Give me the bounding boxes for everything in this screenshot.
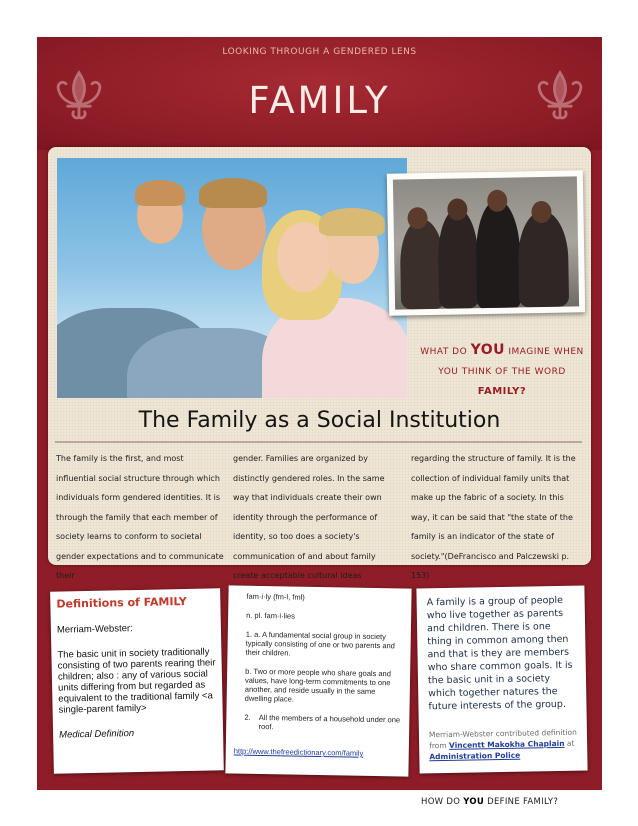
- contributed-definition-card: [416, 586, 587, 774]
- question-you: YOU: [470, 342, 505, 358]
- question-line-3: FAMILY?: [477, 386, 527, 397]
- question-pre: WHAT DO: [420, 347, 468, 357]
- footer-post: DEFINE FAMILY?: [487, 797, 559, 807]
- footer-question: [421, 797, 558, 807]
- organization-link[interactable]: Administration Police: [429, 750, 521, 762]
- footer-pre: HOW DO: [421, 797, 461, 807]
- dictionary-def-1a: 1. a. A fundamental social group in society typically consisting of one or two parents and their children.: [245, 629, 395, 658]
- polaroid-photo: [387, 170, 585, 315]
- article-column-2: gender. Families are organized by distinctly gendered roles. In the same way that individuals create their own identity through the performance of identity, so too does a society's communication of and about family create acceptable cultural ideas: [233, 454, 385, 580]
- reader-question: [412, 340, 592, 402]
- dictionary-headword: fam·i·ly (fm-l, fml): [246, 591, 305, 602]
- newsletter-title: FAMILY: [248, 79, 391, 122]
- question-post: IMAGINE WHEN: [508, 347, 584, 357]
- family-photo: [57, 158, 407, 398]
- contributed-text: A family is a group of people who live together as parents and children. There is one thing in common among then and that is they are members who share common goals. It is the basic unit in a society which together natures the future interests of the group.: [426, 594, 573, 713]
- footer-you: YOU: [463, 797, 485, 807]
- credit-prefix: Merriam-Webster contributed definition from: [428, 727, 577, 751]
- article-column-3: regarding the structure of family. It is the collection of individual family units that make up the fabric of a society. In this way, it can be said that "the state of the family is an indicator of the state of society."(DeFrancisco and Palczewski p. 153): [411, 454, 576, 580]
- dictionary-def-1b: b. Two or more people who share goals and values, have long-term commitments to one another, and reside usually in the same dwelling place.: [244, 666, 392, 704]
- definitions-title: Definitions of FAMILY: [56, 594, 187, 611]
- dictionary-source-link[interactable]: http://www.thefreedictionary.com/family: [233, 746, 364, 758]
- question-line-2: YOU THINK OF THE WORD: [438, 367, 566, 377]
- dictionary-def-2-row: [234, 713, 401, 734]
- women-family-photo: [393, 176, 579, 309]
- definitions-body: The basic unit in society traditionally consisting of two parents rearing their children; also : any of various social units differing from but regarded as equivalent to the traditional family <a single-parent family>: [57, 646, 216, 716]
- fleur-de-lis-ornament-right: [532, 67, 588, 123]
- header-banner: [37, 37, 602, 150]
- author-link[interactable]: Vincentt Makokha Chaplain: [448, 738, 565, 750]
- dictionary-def-2-number: 2.: [244, 712, 251, 722]
- definitions-card: [50, 588, 224, 774]
- dictionary-card: [225, 585, 411, 776]
- definitions-source: Merriam-Webster:: [56, 623, 133, 636]
- article-column-1: The family is the first, and most influential social structure through which individuals form gendered identities. It is through the family that each member of society learns to conform to societal gender expectations and to communicate their: [56, 454, 224, 580]
- medical-definition-label: Medical Definition: [59, 728, 135, 741]
- dictionary-plural: n. pl. fam·i·lies: [246, 610, 295, 621]
- dictionary-def-2: All the members of a household under one roof.: [258, 712, 401, 732]
- section-title: The Family as a Social Institution: [138, 408, 501, 433]
- contributed-credit: [429, 727, 578, 763]
- section-divider: [55, 441, 582, 443]
- credit-at: at: [566, 738, 575, 748]
- header-kicker: LOOKING THROUGH A GENDERED LENS: [222, 47, 417, 57]
